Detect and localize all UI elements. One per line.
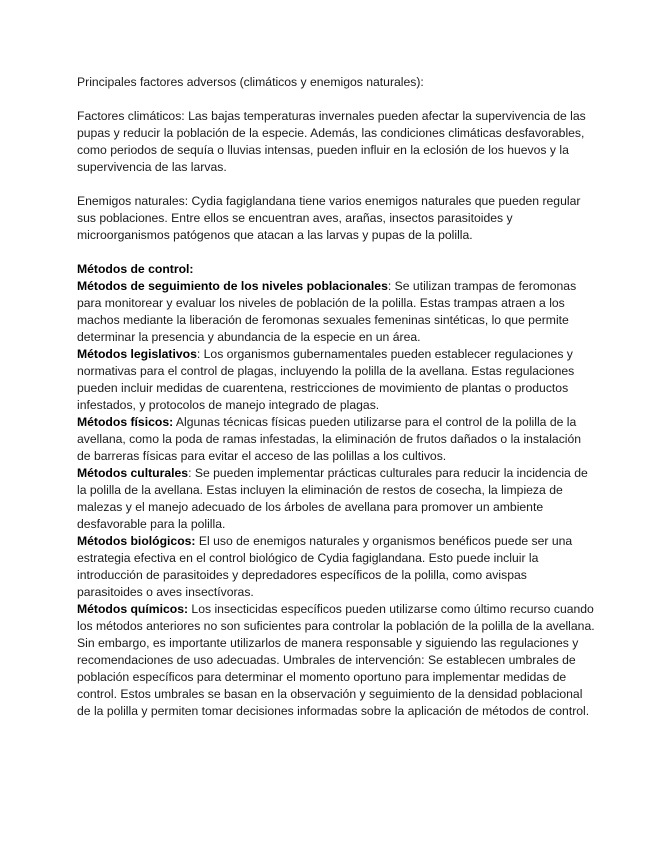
intro-heading: Principales factores adversos (climáticos y enemigos naturales):	[77, 75, 424, 89]
method-chemical	[77, 601, 595, 720]
method-physical	[77, 414, 595, 465]
method-legislative	[77, 346, 595, 414]
method-biological	[77, 533, 595, 601]
spacer	[77, 91, 595, 108]
method-biological-text: El uso de enemigos naturales y organismos benéficos puede ser una estrategia efectiva en el control biológico de Cydia fagiglandana. Esto puede incluir la introducción de parasitoides y depredadores específicos de la polilla, como avispas parasitoides o aves insectívoras.	[77, 534, 573, 599]
method-legislative-title: Métodos legislativos	[77, 347, 197, 361]
method-physical-text: Algunas técnicas físicas pueden utilizarse para el control de la polilla de la avellana, como la poda de ramas infestadas, la eliminación de frutos dañados o la instalación de barreras físicas para evitar el acceso de las polillas a los cultivos.	[77, 415, 582, 463]
control-methods-heading: Métodos de control:	[77, 262, 194, 276]
spacer	[77, 176, 595, 193]
method-cultural	[77, 465, 595, 533]
climatic-factors-paragraph: Factores climáticos: Las bajas temperaturas invernales pueden afectar la supervivencia de las pupas y reducir la población de la especie. Además, las condiciones climáticas desfavorables, como periodos de sequía o lluvias intensas, pueden influir en la eclosión de los huevos y la supervivencia de las larvas.	[77, 109, 586, 174]
method-monitoring-title: Métodos de seguimiento de los niveles poblacionales	[77, 279, 388, 293]
method-biological-title: Métodos biológicos:	[77, 534, 196, 548]
method-monitoring	[77, 278, 595, 346]
method-chemical-text: Los insecticidas específicos pueden utilizarse como último recurso cuando los métodos anteriores no son suficientes para controlar la población de la polilla de la avellana. Sin embargo, es importante utilizarlos de manera responsable y siguiendo las regulaciones y recomendaciones de uso adecuadas. Umbrales de intervención: Se establecen umbrales de población específicos para determinar el momento oportuno para implementar medidas de control. Estos umbrales se basan en la observación y seguimiento de la densidad poblacional de la polilla y permiten tomar decisiones informadas sobre la aplicación de métodos de control.	[77, 602, 595, 718]
method-cultural-title: Métodos culturales	[77, 466, 189, 480]
method-cultural-text: : Se pueden implementar prácticas culturales para reducir la incidencia de la polilla de la avellana. Estas incluyen la eliminación de restos de cosecha, la limpieza de malezas y el manejo adecuado de los árboles de avellana para promover un ambiente desfavorable para la polilla.	[77, 466, 588, 531]
natural-enemies-paragraph: Enemigos naturales: Cydia fagiglandana tiene varios enemigos naturales que pueden regular sus poblaciones. Entre ellos se encuentran aves, arañas, insectos parasitoides y microorganismos patógenos que atacan a las larvas y pupas de la polilla.	[77, 194, 581, 242]
method-physical-title: Métodos físicos:	[77, 415, 174, 429]
method-monitoring-text: : Se utilizan trampas de feromonas para monitorear y evaluar los niveles de población de la polilla. Estas trampas atraen a los machos mediante la liberación de feromonas sexuales femeninas sintéticas, lo que permite determinar la presencia y abundancia de la especie en un área.	[77, 279, 577, 344]
spacer	[77, 244, 595, 261]
method-chemical-title: Métodos químicos:	[77, 602, 189, 616]
method-legislative-text: : Los organismos gubernamentales pueden establecer regulaciones y normativas para el control de plagas, incluyendo la polilla de la avellana. Estas regulaciones pueden incluir medidas de cuarentena, restricciones de movimiento de plantas o productos infestados, y protocolos de manejo integrado de plagas.	[77, 347, 575, 412]
